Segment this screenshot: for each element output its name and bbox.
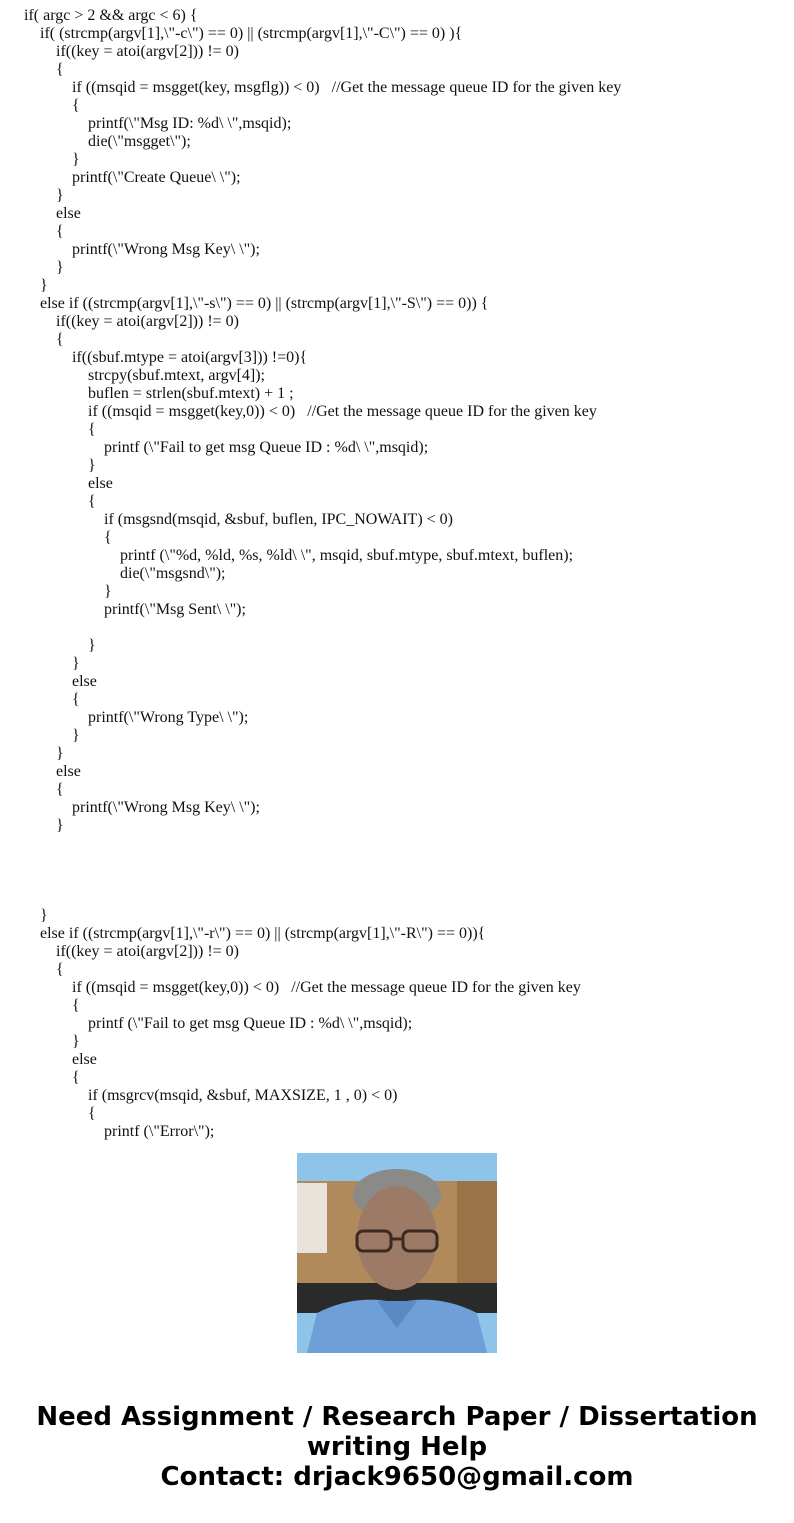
code-line: {: [56, 961, 64, 978]
code-line: printf (\"Fail to get msg Queue ID : %d\ \",msqid);: [88, 1015, 413, 1032]
code-line: [0, 853, 794, 871]
code-line: {: [56, 331, 64, 348]
code-line: if((key = atoi(argv[2])) != 0): [56, 43, 240, 60]
code-line: }: [72, 655, 80, 672]
code-line: if((key = atoi(argv[2])) != 0): [56, 943, 240, 960]
banner-contact: Contact: drjack9650@gmail.com: [160, 1462, 634, 1492]
code-line: [0, 619, 794, 637]
promo-banner: [0, 1402, 794, 1492]
code-line: die(\"msgsnd\");: [120, 565, 226, 582]
banner-line-2: writing Help: [306, 1432, 488, 1462]
code-line: {: [56, 223, 64, 240]
code-line: printf (\"Error\");: [104, 1123, 215, 1140]
code-line: else if ((strcmp(argv[1],\"-r\") == 0) || (strcmp(argv[1],\"-R\") == 0)){: [40, 925, 486, 942]
code-line: }: [88, 457, 96, 474]
code-line: }: [56, 187, 64, 204]
code-line: {: [56, 61, 64, 78]
code-line: {: [104, 529, 112, 546]
code-line: die(\"msgget\");: [88, 133, 191, 150]
code-line: }: [40, 277, 48, 294]
code-line: if((key = atoi(argv[2])) != 0): [56, 313, 240, 330]
banner-line-1: Need Assignment / Research Paper / Dissertation: [36, 1402, 758, 1432]
code-line: {: [88, 421, 96, 438]
code-line: printf(\"Msg Sent\ \");: [104, 601, 246, 618]
code-line: }: [56, 817, 64, 834]
code-line: {: [88, 493, 96, 510]
code-line: {: [72, 997, 80, 1014]
code-line: }: [72, 1033, 80, 1050]
code-line: if ((msqid = msgget(key,0)) < 0) //Get the message queue ID for the given key: [88, 403, 597, 420]
code-line: }: [40, 907, 48, 924]
code-line: if( (strcmp(argv[1],\"-c\") == 0) || (strcmp(argv[1],\"-C\") == 0) ){: [40, 25, 463, 42]
code-line: }: [56, 745, 64, 762]
code-line: [0, 871, 794, 889]
code-line: if ((msqid = msgget(key, msgflg)) < 0) //Get the message queue ID for the given key: [72, 79, 622, 96]
code-line: else: [72, 1051, 97, 1068]
code-line: {: [72, 1069, 80, 1086]
code-line: {: [56, 781, 64, 798]
code-line: else: [56, 205, 81, 222]
code-line: strcpy(sbuf.mtext, argv[4]);: [88, 367, 265, 384]
code-line: }: [56, 259, 64, 276]
code-line: {: [72, 691, 80, 708]
code-line: }: [88, 637, 96, 654]
code-line: printf(\"Create Queue\ \");: [72, 169, 241, 186]
author-photo: [297, 1153, 497, 1353]
code-line: buflen = strlen(sbuf.mtext) + 1 ;: [88, 385, 294, 402]
portrait-image: [297, 1153, 497, 1353]
code-listing: [0, 7, 794, 1140]
code-line: else: [72, 673, 97, 690]
code-line: [0, 835, 794, 853]
code-line: }: [72, 151, 80, 168]
code-line: printf (\"%d, %ld, %s, %ld\ \", msqid, sbuf.mtype, sbuf.mtext, buflen);: [120, 547, 574, 564]
code-line: printf(\"Wrong Msg Key\ \");: [72, 241, 260, 258]
code-line: else: [88, 475, 113, 492]
code-line: printf (\"Fail to get msg Queue ID : %d\ \",msqid);: [104, 439, 429, 456]
code-line: printf(\"Msg ID: %d\ \",msqid);: [88, 115, 292, 132]
code-line: printf(\"Wrong Type\ \");: [88, 709, 249, 726]
code-line: if (msgsnd(msqid, &sbuf, buflen, IPC_NOWAIT) < 0): [104, 511, 453, 528]
code-line: if ((msqid = msgget(key,0)) < 0) //Get the message queue ID for the given key: [72, 979, 581, 996]
code-line: }: [72, 727, 80, 744]
code-line: [0, 889, 794, 907]
code-line: else: [56, 763, 81, 780]
code-line: {: [72, 97, 80, 114]
code-line: printf(\"Wrong Msg Key\ \");: [72, 799, 260, 816]
code-line: if((sbuf.mtype = atoi(argv[3])) !=0){: [72, 349, 308, 366]
code-line: else if ((strcmp(argv[1],\"-s\") == 0) || (strcmp(argv[1],\"-S\") == 0)) {: [40, 295, 489, 312]
code-line: }: [104, 583, 112, 600]
avatar: [297, 1153, 497, 1353]
code-line: if (msgrcv(msqid, &sbuf, MAXSIZE, 1 , 0) < 0): [88, 1087, 398, 1104]
code-line: if( argc > 2 && argc < 6) {: [24, 7, 198, 24]
code-line: {: [88, 1105, 96, 1122]
